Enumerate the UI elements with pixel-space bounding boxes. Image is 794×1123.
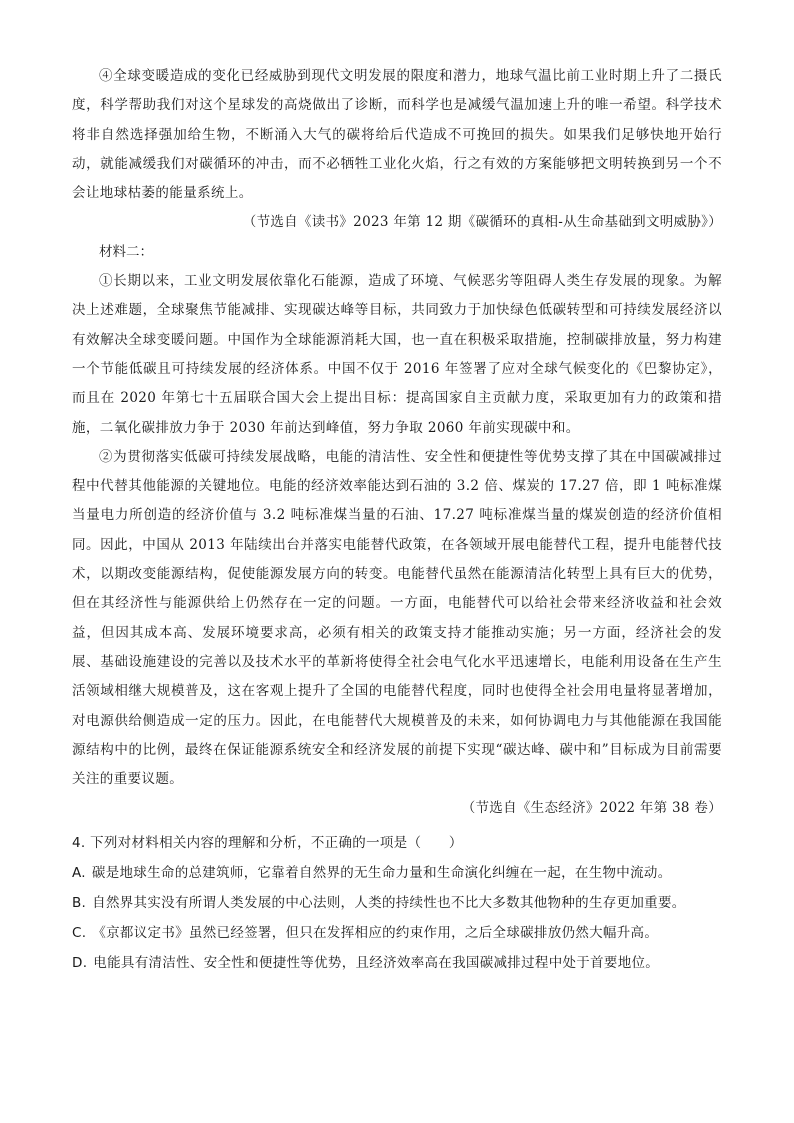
option-a[interactable] — [72, 858, 722, 888]
option-c-text: 《京都议定书》虽然已经签署，但只在发挥相应的约束作用，之后全球碳排放仍然大幅升高。 — [92, 924, 659, 941]
question-stem: 4. 下列对材料相关内容的理解和分析，不正确的一项是（ ） — [72, 834, 463, 851]
material2-source-citation: （节选自《生态经济》2022 年第 38 卷） — [461, 800, 722, 817]
option-d-letter: D. — [72, 954, 88, 971]
option-c[interactable] — [72, 918, 722, 948]
option-d-text: 电能具有清洁性、安全性和便捷性等优势，且经济效率高在我国碳减排过程中处于首要地位。 — [93, 954, 660, 971]
material2-heading: 材料二： — [99, 243, 153, 260]
option-a-text: 碳是地球生命的总建筑师，它靠着自然界的无生命力量和生命演化纠缠在一起，在生物中流动。 — [91, 864, 672, 881]
option-b-letter: B. — [72, 894, 87, 911]
material2-paragraph-1: ①长期以来，工业文明发展依靠化石能源，造成了环境、气候恶劣等阻碍人类生存发展的现象。为解决上述难题，全球聚焦节能减排、实现碳达峰等目标，共同致力于加快绿色低碳转型和可持续发展经济以有效解决全球变暖问题。中国作为全球能源消耗大国，也一直在积极采取措施，控制碳排放量，努力构建一个节能低碳且可持续发展的经济体系。中国不仅于 2016 年签署了应对全球气候变化的《巴黎协定》，而且在 2020 年第七十五届联合国大会上提出目标：提高国家自主贡献力度，采取更加有力的政策和措施，二氧化碳排放力争于 2030 年前达到峰值，努力争取 2060 年前实现碳中和。 — [72, 273, 722, 436]
document-page — [72, 62, 722, 978]
material1-paragraph-4: ④全球变暖造成的变化已经威胁到现代文明发展的限度和潜力，地球气温比前工业时期上升了二摄氏度，科学帮助我们对这个星球发的高烧做出了诊断，而科学也是减缓气温加速上升的唯一希望。科学技术将非自然选择强加给生物，不断涌入大气的碳将给后代造成不可挽回的损失。如果我们足够快地开始行动，就能减缓我们对碳循环的冲击，而不必牺牲工业化火焰，行之有效的方案能够把文明转换到另一个不会让地球枯萎的能量系统上。 — [72, 68, 722, 202]
material1-source-citation: （节选自《读书》2023 年第 12 期《碳循环的真相-从生命基础到文明威胁》） — [242, 214, 722, 231]
option-a-letter: A. — [72, 864, 86, 881]
option-d[interactable] — [72, 948, 722, 978]
option-c-letter: C. — [72, 924, 87, 941]
material2-paragraph-2: ②为贯彻落实低碳可持续发展战略，电能的清洁性、安全性和便捷性等优势支撑了其在中国碳减排过程中代替其他能源的关键地位。电能的经济效率能达到石油的 3.2 倍、煤炭的 17.27 倍，即 1 吨标准煤当量电力所创造的经济价值与 3.2 吨标准煤当量的石油、17.27 吨标准煤当量的煤炭创造的经济价值相同。因此，中国从 2013 年陆续出台并落实电能替代政策，在各领域开展电能替代工程，提升电能替代技术，以期改变能源结构，促使能源发展方向的转变。电能替代虽然在能源清洁化转型上具有巨大的优势，但在其经济性与能源供给上仍然存在一定的问题。一方面，电能替代可以给社会带来经济收益和社会效益，但因其成本高、发展环境要求高，必须有相关的政策支持才能推动实施；另一方面，经济社会的发展、基础设施建设的完善以及技术水平的革新将使得全社会电气化水平迅速增长，电能利用设备在生产生活领域相继大规模普及，这在客观上提升了全国的电能替代程度，同时也使得全社会用电量将显著增加，对电源供给侧造成一定的压力。因此，在电能替代大规模普及的未来，如何协调电力与其他能源在我国能源结构中的比例，最终在保证能源系统安全和经济发展的前提下实现“碳达峰、碳中和”目标成为目前需要关注的重要议题。 — [72, 448, 722, 788]
option-b-text: 自然界其实没有所谓人类发展的中心法则，人类的持续性也不比大多数其他物种的生存更加重要。 — [92, 894, 686, 911]
option-b[interactable] — [72, 888, 722, 918]
